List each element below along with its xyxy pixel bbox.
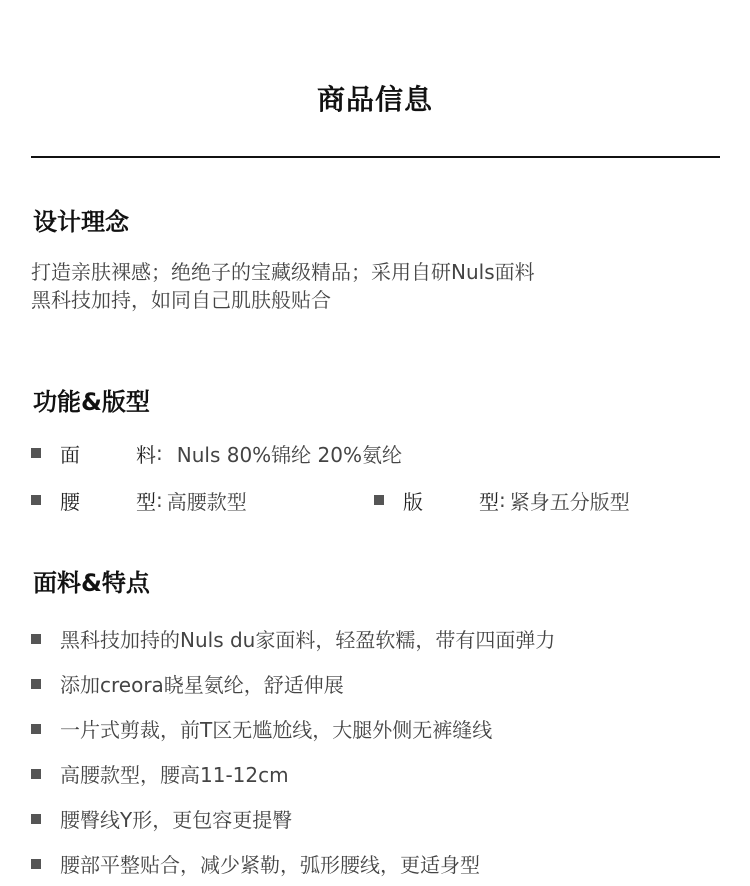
feature-text: 腰臀线Y形，更包容更提臀 bbox=[60, 808, 293, 832]
spec-key-char: 版 bbox=[403, 489, 423, 514]
feature-text: 高腰款型，腰高11-12cm bbox=[60, 763, 289, 787]
list-item bbox=[31, 616, 555, 661]
design-paragraph bbox=[31, 258, 535, 314]
square-bullet-icon bbox=[31, 634, 41, 644]
square-bullet-icon bbox=[31, 724, 41, 734]
page-title: 商品信息 bbox=[316, 83, 433, 116]
list-item bbox=[31, 706, 555, 751]
spec-key-char: 腰 bbox=[60, 489, 80, 514]
square-bullet-icon bbox=[31, 679, 41, 689]
spec-key-char: 面 bbox=[60, 442, 80, 467]
spec-colon: : bbox=[499, 488, 506, 512]
square-bullet-icon bbox=[31, 448, 41, 458]
design-line: 黑科技加持，如同自己肌肤般贴合 bbox=[31, 288, 331, 312]
feature-text: 一片式剪裁，前T区无尴尬线，大腿外侧无裤缝线 bbox=[60, 718, 493, 742]
section-heading-design: 设计理念 bbox=[33, 208, 129, 236]
spec-colon: : bbox=[156, 488, 163, 512]
list-item bbox=[31, 661, 555, 706]
list-item bbox=[31, 796, 555, 841]
feature-list bbox=[31, 616, 555, 886]
spec-key-char: 型 bbox=[479, 489, 499, 514]
spec-value: 高腰款型 bbox=[166, 489, 247, 514]
list-item bbox=[31, 751, 555, 796]
square-bullet-icon bbox=[31, 495, 41, 505]
title-divider bbox=[31, 156, 720, 158]
spec-value: 紧身五分版型 bbox=[509, 489, 630, 514]
square-bullet-icon bbox=[31, 859, 41, 869]
spec-row-fabric bbox=[31, 438, 402, 468]
square-bullet-icon bbox=[31, 814, 41, 824]
square-bullet-icon bbox=[31, 769, 41, 779]
feature-text: 添加creora晓星氨纶，舒适伸展 bbox=[60, 673, 344, 697]
design-line: 打造亲肤裸感；绝绝子的宝藏级精品；采用自研Nuls面料 bbox=[31, 260, 535, 284]
section-heading-function-fit: 功能&版型 bbox=[33, 388, 150, 416]
spec-key-char: 料 bbox=[136, 442, 156, 467]
feature-text: 黑科技加持的Nuls du家面料，轻盈软糯，带有四面弹力 bbox=[60, 628, 556, 652]
feature-text: 腰部平整贴合，减少紧勒，弧形腰线，更适身型 bbox=[60, 853, 480, 877]
spec-row-waist bbox=[31, 485, 247, 515]
spec-value: Nuls 80%锦纶 20%氨纶 bbox=[176, 442, 402, 467]
list-item bbox=[31, 841, 555, 886]
square-bullet-icon bbox=[374, 495, 384, 505]
spec-row-cut bbox=[374, 485, 630, 515]
spec-key-char: 型 bbox=[136, 489, 156, 514]
section-heading-fabric-features: 面料&特点 bbox=[33, 569, 150, 597]
spec-colon: : bbox=[156, 441, 163, 465]
